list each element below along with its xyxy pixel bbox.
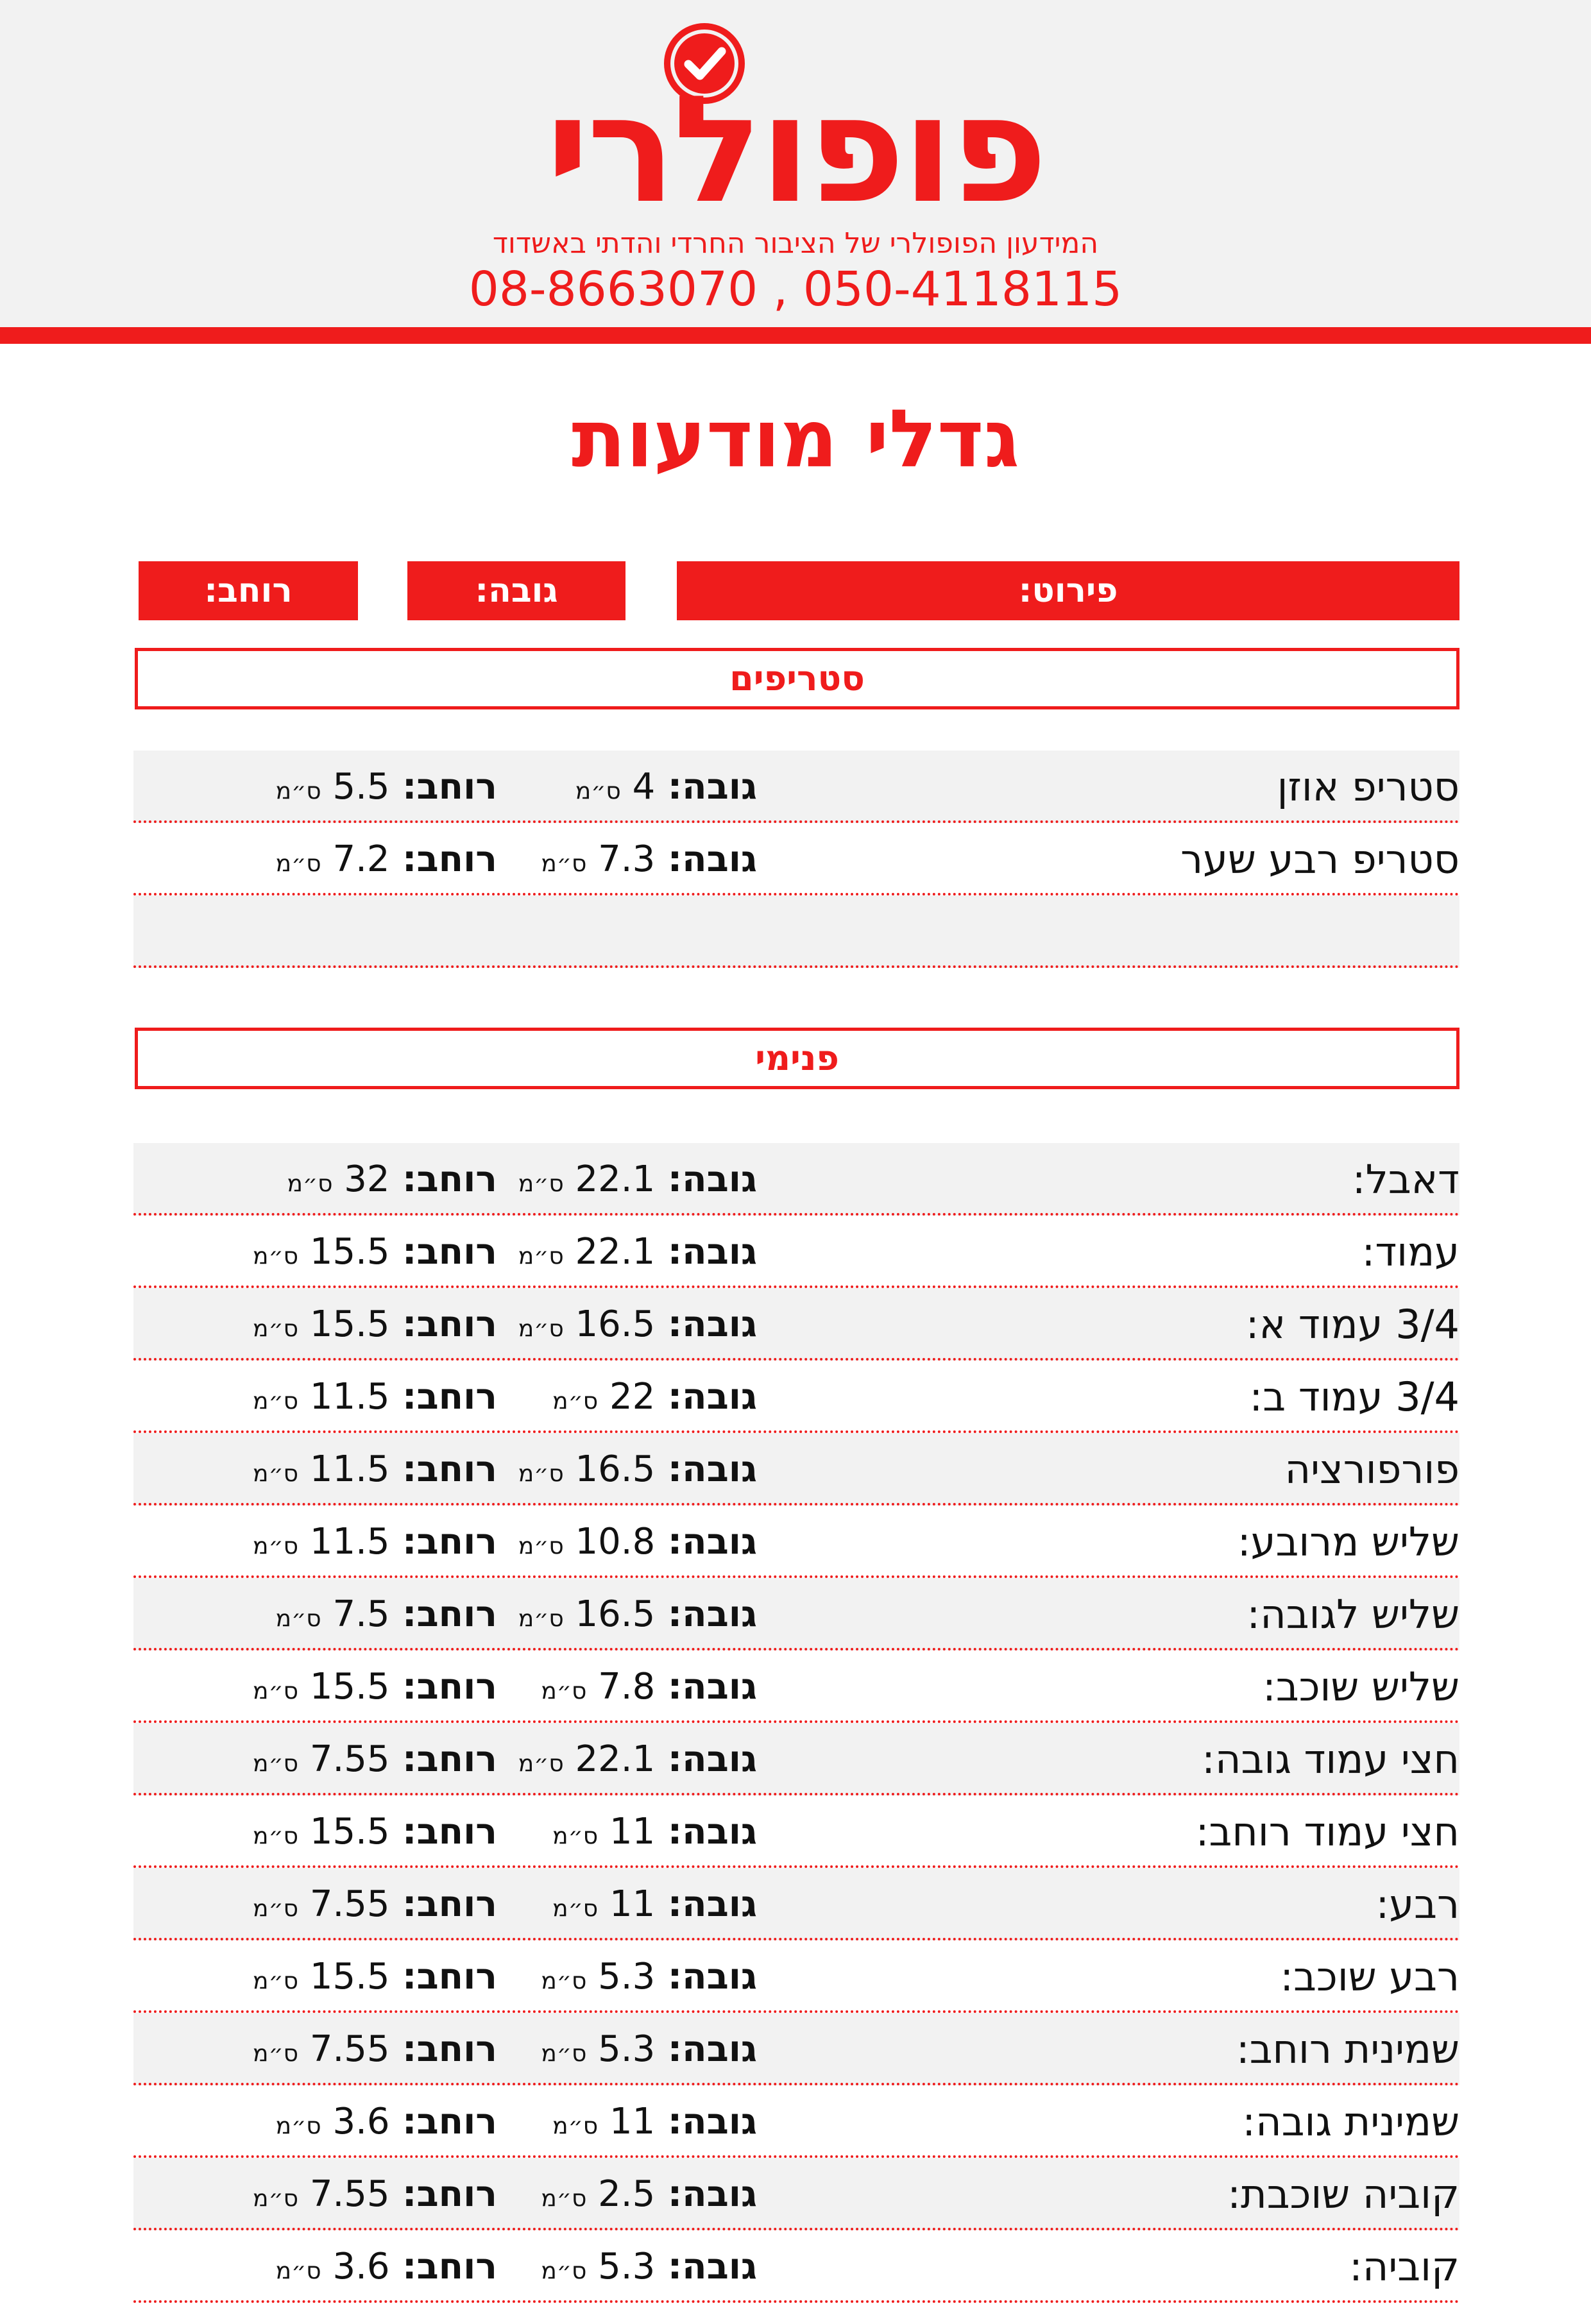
unit-label: ס״מ: [541, 1968, 587, 1994]
unit-label: ס״מ: [518, 1461, 564, 1487]
ad-size-name: עמוד:: [1361, 1228, 1459, 1275]
height-number: 11: [598, 2101, 656, 2142]
width-value: [253, 1723, 497, 1800]
width-label: רוחב:: [389, 1521, 497, 1563]
height-value: [575, 751, 757, 827]
table-row: [133, 751, 1459, 823]
unit-label: ס״מ: [253, 1896, 299, 1922]
table-row: [133, 1288, 1459, 1361]
unit-label: ס״מ: [253, 1751, 299, 1777]
height-value: [541, 1940, 757, 2017]
unit-label: ס״מ: [552, 2113, 599, 2139]
width-value: [276, 2085, 497, 2162]
width-value: [253, 1433, 497, 1510]
width-value: [253, 1650, 497, 1727]
height-number: 5.3: [586, 2246, 656, 2287]
width-label: רוחב:: [389, 2173, 497, 2215]
height-number: 11: [598, 1883, 656, 1925]
logo-wordmark: פופולרי: [546, 65, 1045, 236]
height-number: 7.3: [586, 838, 656, 880]
table-row: [133, 2013, 1459, 2085]
unit-label: ס״מ: [518, 1533, 564, 1559]
height-value: [518, 1433, 757, 1510]
width-number: 15.5: [298, 1956, 390, 1997]
height-value: [541, 1650, 757, 1727]
unit-label: ס״מ: [275, 1606, 321, 1632]
section-header: פנימי: [135, 1028, 1459, 1089]
width-number: 3.6: [321, 2246, 390, 2287]
ad-size-name: שמינית גובה:: [1242, 2098, 1459, 2145]
width-label: רוחב:: [389, 1956, 497, 1997]
ad-size-name: דאבל:: [1352, 1156, 1459, 1203]
width-value: [253, 1940, 497, 2017]
width-label: רוחב:: [389, 1376, 497, 1418]
width-label: רוחב:: [389, 2246, 497, 2287]
column-header-description: פירוט:: [677, 561, 1459, 620]
table-row: [133, 1650, 1459, 1723]
width-label: רוחב:: [389, 1738, 497, 1780]
ad-size-name: 3/4 עמוד ב:: [1249, 1373, 1459, 1420]
unit-label: ס״מ: [253, 1461, 299, 1487]
height-value: [552, 1795, 757, 1872]
height-value: [552, 2085, 757, 2162]
table-row: [133, 1143, 1459, 1216]
height-number: 5.3: [586, 2028, 656, 2070]
unit-label: ס״מ: [518, 1606, 564, 1632]
unit-label: ס״מ: [253, 1533, 299, 1559]
size-list: [133, 751, 1459, 968]
width-number: 7.55: [298, 1738, 390, 1780]
height-value: [541, 823, 757, 900]
width-value: [253, 1361, 497, 1438]
height-value: [541, 2013, 757, 2090]
width-value: [253, 2158, 497, 2235]
unit-label: ס״מ: [541, 2258, 587, 2284]
unit-label: ס״מ: [552, 1388, 599, 1414]
width-number: 11.5: [298, 1376, 390, 1418]
unit-label: ס״מ: [552, 1896, 599, 1922]
height-value: [518, 1578, 757, 1655]
height-value: [552, 1361, 757, 1438]
table-row: [133, 1723, 1459, 1795]
column-header-width: רוחב:: [139, 561, 358, 620]
height-value: [518, 1288, 757, 1365]
unit-label: ס״מ: [575, 778, 621, 804]
width-number: 7.5: [321, 1593, 390, 1635]
height-number: 10.8: [563, 1521, 656, 1563]
width-number: 3.6: [321, 2101, 390, 2142]
width-number: 32: [332, 1158, 390, 1200]
width-value: [253, 1506, 497, 1582]
unit-label: ס״מ: [253, 1678, 299, 1704]
table-row: [133, 2230, 1459, 2303]
height-label: גובה:: [655, 1303, 757, 1345]
height-label: גובה:: [655, 2173, 757, 2215]
table-row: [133, 895, 1459, 968]
height-value: [552, 1868, 757, 1945]
table-row: [133, 1578, 1459, 1650]
width-value: [253, 1795, 497, 1872]
height-label: גובה:: [655, 1666, 757, 1708]
table-row: [133, 2158, 1459, 2230]
unit-label: ס״מ: [253, 1316, 299, 1342]
width-value: [276, 2230, 497, 2307]
ad-size-name: סטריפ אוזן: [1277, 763, 1459, 810]
width-number: 5.5: [321, 766, 390, 808]
tagline: המידעון הפופולרי של הציבור החרדי והדתי באשדוד: [492, 227, 1099, 260]
height-label: גובה:: [655, 1883, 757, 1925]
height-number: 2.5: [586, 2173, 656, 2215]
unit-label: ס״מ: [253, 2040, 299, 2067]
ad-size-name: שליש שוכב:: [1262, 1663, 1459, 1710]
width-label: רוחב:: [389, 1303, 497, 1345]
unit-label: ס״מ: [541, 2185, 587, 2212]
height-label: גובה:: [655, 1738, 757, 1780]
height-label: גובה:: [655, 1158, 757, 1200]
ad-size-name: רבע:: [1375, 1881, 1459, 1928]
unit-label: ס״מ: [275, 2113, 321, 2139]
height-value: [541, 2158, 757, 2235]
header-divider: [0, 327, 1591, 344]
width-label: רוחב:: [389, 1231, 497, 1273]
ad-size-name: רבע שוכב:: [1280, 1953, 1459, 2000]
table-row: [133, 1795, 1459, 1868]
width-label: רוחב:: [389, 838, 497, 880]
height-number: 16.5: [563, 1303, 656, 1345]
unit-label: ס״מ: [518, 1316, 564, 1342]
height-label: גובה:: [655, 766, 757, 808]
table-row: [133, 1216, 1459, 1288]
table-row: [133, 1361, 1459, 1433]
height-number: 16.5: [563, 1593, 656, 1635]
height-label: גובה:: [655, 2028, 757, 2070]
width-number: 15.5: [298, 1303, 390, 1345]
width-number: 7.55: [298, 1883, 390, 1925]
height-label: גובה:: [655, 1231, 757, 1273]
width-label: רוחב:: [389, 1448, 497, 1490]
height-value: [518, 1723, 757, 1800]
unit-label: ס״מ: [287, 1171, 333, 1197]
page-title: גדלי מודעות: [571, 393, 1020, 486]
width-value: [253, 2013, 497, 2090]
table-row: [133, 823, 1459, 895]
unit-label: ס״מ: [253, 1968, 299, 1994]
unit-label: ס״מ: [518, 1171, 564, 1197]
width-value: [276, 1578, 497, 1655]
ad-size-name: חצי עמוד רוחב:: [1195, 1808, 1459, 1855]
ad-size-name: 3/4 עמוד א:: [1245, 1301, 1459, 1348]
section-header: סטריפים: [135, 648, 1459, 709]
width-value: [276, 823, 497, 900]
unit-label: ס״מ: [541, 2040, 587, 2067]
height-label: גובה:: [655, 838, 757, 880]
height-number: 16.5: [563, 1448, 656, 1490]
table-row: [133, 1506, 1459, 1578]
width-number: 15.5: [298, 1666, 390, 1708]
width-number: 11.5: [298, 1448, 390, 1490]
unit-label: ס״מ: [253, 1243, 299, 1269]
height-value: [518, 1216, 757, 1293]
ad-size-name: סטריפ רבע שער: [1180, 836, 1459, 883]
height-label: גובה:: [655, 1376, 757, 1418]
unit-label: ס״מ: [518, 1243, 564, 1269]
column-header-height: גובה:: [407, 561, 625, 620]
width-label: רוחב:: [389, 1811, 497, 1853]
height-number: 22.1: [563, 1158, 656, 1200]
width-value: [253, 1288, 497, 1365]
height-value: [541, 2230, 757, 2307]
unit-label: ס״מ: [253, 1388, 299, 1414]
ad-size-name: קוביה:: [1349, 2243, 1459, 2290]
width-label: רוחב:: [389, 1883, 497, 1925]
width-label: רוחב:: [389, 2028, 497, 2070]
height-number: 5.3: [586, 1956, 656, 1997]
width-value: [253, 1868, 497, 1945]
ad-size-name: שמינית רוחב:: [1236, 2026, 1459, 2073]
ad-size-name: שליש מרובע:: [1237, 1518, 1459, 1565]
unit-label: ס״מ: [552, 1823, 599, 1849]
width-number: 11.5: [298, 1521, 390, 1563]
width-number: 15.5: [298, 1811, 390, 1853]
ad-size-name: פורפורציה: [1284, 1446, 1459, 1493]
unit-label: ס״מ: [541, 1678, 587, 1704]
ad-size-name: קוביה שוכבת:: [1227, 2171, 1459, 2218]
table-row: [133, 1940, 1459, 2013]
width-label: רוחב:: [389, 1666, 497, 1708]
ad-size-name: חצי עמוד גובה:: [1202, 1736, 1459, 1783]
height-value: [518, 1143, 757, 1220]
size-list: [133, 1143, 1459, 2303]
height-number: 11: [598, 1811, 656, 1853]
width-value: [287, 1143, 497, 1220]
height-label: גובה:: [655, 1521, 757, 1563]
unit-label: ס״מ: [275, 851, 321, 877]
unit-label: ס״מ: [253, 2185, 299, 2212]
height-number: 4: [620, 766, 656, 808]
height-label: גובה:: [655, 2246, 757, 2287]
unit-label: ס״מ: [275, 2258, 321, 2284]
height-number: 7.8: [586, 1666, 656, 1708]
table-row: [133, 2085, 1459, 2158]
width-label: רוחב:: [389, 1158, 497, 1200]
unit-label: ס״מ: [518, 1751, 564, 1777]
height-number: 22.1: [563, 1231, 656, 1273]
width-value: [276, 751, 497, 827]
height-number: 22: [598, 1376, 656, 1418]
height-label: גובה:: [655, 2101, 757, 2142]
width-number: 15.5: [298, 1231, 390, 1273]
width-label: רוחב:: [389, 766, 497, 808]
width-label: רוחב:: [389, 1593, 497, 1635]
unit-label: ס״מ: [541, 851, 587, 877]
height-label: גובה:: [655, 1448, 757, 1490]
width-number: 7.2: [321, 838, 390, 880]
height-value: [518, 1506, 757, 1582]
width-label: רוחב:: [389, 2101, 497, 2142]
height-label: גובה:: [655, 1593, 757, 1635]
ad-size-name: שליש לגובה:: [1246, 1591, 1459, 1638]
width-number: 7.55: [298, 2173, 390, 2215]
table-row: [133, 1433, 1459, 1506]
unit-label: ס״מ: [275, 778, 321, 804]
table-row: [133, 1868, 1459, 1940]
height-label: גובה:: [655, 1956, 757, 1997]
height-number: 22.1: [563, 1738, 656, 1780]
unit-label: ס״מ: [253, 1823, 299, 1849]
width-number: 7.55: [298, 2028, 390, 2070]
phone-numbers: 08-8663070 , 050-4118115: [468, 262, 1123, 317]
height-label: גובה:: [655, 1811, 757, 1853]
width-value: [253, 1216, 497, 1293]
